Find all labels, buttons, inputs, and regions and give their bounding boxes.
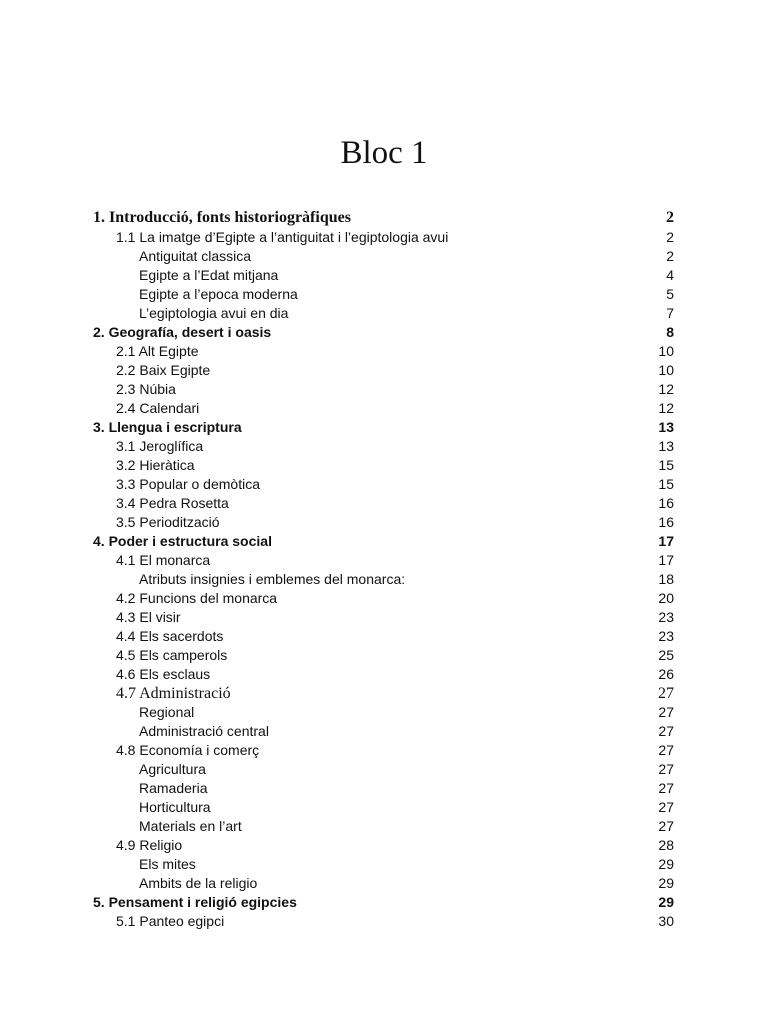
toc-entry[interactable] — [93, 228, 674, 247]
toc-entry-page-number: 25 — [658, 647, 674, 663]
toc-entry-label: 5.1 Panteo egipci — [116, 913, 225, 929]
toc-entry[interactable] — [93, 627, 674, 646]
toc-entry[interactable] — [93, 247, 674, 266]
page-title: Bloc 1 — [340, 135, 428, 171]
toc-entry-page-number: 13 — [658, 438, 674, 454]
toc-entry-label: 5. Pensament i religió egipcies — [93, 894, 297, 910]
toc-entry-label: 4.6 Els esclaus — [116, 666, 211, 682]
toc-entry-page-number: 4 — [666, 267, 674, 283]
toc-entry-page-number: 10 — [658, 362, 674, 378]
toc-entry[interactable] — [93, 475, 674, 494]
toc-entry-label: Egipte a l’Edat mitjana — [139, 267, 279, 283]
toc-entry-page-number: 5 — [666, 286, 674, 302]
toc-entry-page-number: 12 — [658, 400, 674, 416]
toc-entry-page-number: 7 — [666, 305, 674, 321]
toc-entry[interactable] — [93, 798, 674, 817]
toc-entry-label: 1.1 La imatge d’Egipte a l’antiguitat i l’egiptologia avui — [116, 229, 449, 245]
toc-entry-page-number: 20 — [658, 590, 674, 606]
toc-entry-label: 4.8 Economía i comerç — [116, 742, 260, 758]
toc-entry-page-number: 23 — [658, 609, 674, 625]
toc-entry[interactable] — [93, 817, 674, 836]
toc-entry[interactable] — [93, 456, 674, 475]
toc-entry-page-number: 23 — [658, 628, 674, 644]
toc-entry[interactable] — [93, 494, 674, 513]
toc-entry-label: 4.7 Administració — [116, 685, 231, 702]
toc-entry[interactable] — [93, 418, 674, 437]
toc-entry-page-number: 28 — [658, 837, 674, 853]
table-of-contents — [93, 207, 674, 931]
toc-entry[interactable] — [93, 513, 674, 532]
toc-entry-label: Ramaderia — [139, 780, 208, 796]
toc-entry-page-number: 15 — [658, 476, 674, 492]
toc-entry-label: Materials en l’art — [139, 818, 242, 834]
toc-entry[interactable] — [93, 551, 674, 570]
toc-entry-label: 3.2 Hieràtica — [116, 457, 195, 473]
toc-entry[interactable] — [93, 741, 674, 760]
toc-entry-label: 3.1 Jeroglífica — [116, 438, 204, 454]
toc-entry-label: 3.3 Popular o demòtica — [116, 476, 260, 492]
toc-entry-page-number: 27 — [658, 685, 674, 702]
toc-entry-page-number: 29 — [658, 856, 674, 872]
toc-entry[interactable] — [93, 779, 674, 798]
toc-entry[interactable] — [93, 266, 674, 285]
toc-entry-page-number: 2 — [666, 248, 674, 264]
toc-entry-page-number: 26 — [658, 666, 674, 682]
toc-entry-page-number: 27 — [658, 818, 674, 834]
toc-entry-label: 3.5 Periodització — [116, 514, 220, 530]
toc-entry-label: 3.4 Pedra Rosetta — [116, 495, 229, 511]
toc-entry[interactable] — [93, 570, 674, 589]
toc-entry-label: 4.5 Els camperols — [116, 647, 228, 663]
toc-entry-label: 4.3 El visir — [116, 609, 181, 625]
toc-entry-label: 4.4 Els sacerdots — [116, 628, 224, 644]
toc-entry-page-number: 2 — [666, 209, 674, 226]
toc-entry-label: 2.4 Calendari — [116, 400, 200, 416]
toc-entry-page-number: 10 — [658, 343, 674, 359]
toc-entry-page-number: 27 — [658, 780, 674, 796]
toc-entry-page-number: 8 — [666, 324, 674, 340]
toc-entry-page-number: 17 — [658, 552, 674, 568]
toc-entry-label: 1. Introducció, fonts historiogràfiques — [93, 209, 351, 226]
toc-entry-label: Regional — [139, 704, 195, 720]
toc-entry-label: Agricultura — [139, 761, 206, 777]
toc-entry[interactable] — [93, 285, 674, 304]
toc-entry-label: 3. Llengua i escriptura — [93, 419, 242, 435]
toc-entry-label: 2. Geografía, desert i oasis — [93, 324, 272, 340]
toc-entry[interactable] — [93, 874, 674, 893]
toc-entry[interactable] — [93, 361, 674, 380]
toc-entry-page-number: 27 — [658, 799, 674, 815]
toc-entry-label: Atributs insignies i emblemes del monarca: — [139, 571, 406, 587]
toc-entry[interactable] — [93, 342, 674, 361]
toc-entry[interactable] — [93, 684, 674, 703]
toc-entry-label: Antiguitat classica — [139, 248, 252, 264]
toc-entry[interactable] — [93, 380, 674, 399]
toc-entry-page-number: 27 — [658, 723, 674, 739]
toc-entry-label: 4. Poder i estructura social — [93, 533, 272, 549]
toc-entry-label: 2.2 Baix Egipte — [116, 362, 211, 378]
toc-entry-page-number: 29 — [658, 875, 674, 891]
toc-entry-page-number: 27 — [658, 742, 674, 758]
toc-entry-label: Egipte a l’epoca moderna — [139, 286, 298, 302]
toc-entry-label: Horticultura — [139, 799, 211, 815]
toc-entry-label: Ambits de la religio — [139, 875, 258, 891]
toc-entry[interactable] — [93, 532, 674, 551]
toc-entry[interactable] — [93, 608, 674, 627]
toc-entry[interactable] — [93, 207, 674, 228]
toc-entry-page-number: 12 — [658, 381, 674, 397]
toc-entry-page-number: 27 — [658, 704, 674, 720]
toc-entry-label: 2.1 Alt Egipte — [116, 343, 199, 359]
toc-entry-label: Administració central — [139, 723, 269, 739]
toc-entry[interactable] — [93, 589, 674, 608]
toc-entry-page-number: 17 — [658, 533, 674, 549]
toc-entry[interactable] — [93, 912, 674, 931]
toc-entry-page-number: 15 — [658, 457, 674, 473]
toc-entry-page-number: 18 — [658, 571, 674, 587]
toc-entry-page-number: 16 — [658, 495, 674, 511]
toc-entry-label: L’egiptologia avui en dia — [139, 305, 289, 321]
toc-entry-page-number: 30 — [658, 913, 674, 929]
toc-entry-page-number: 13 — [658, 419, 674, 435]
toc-entry[interactable] — [93, 836, 674, 855]
toc-entry[interactable] — [93, 437, 674, 456]
toc-entry[interactable] — [93, 703, 674, 722]
toc-entry-page-number: 16 — [658, 514, 674, 530]
toc-entry[interactable] — [93, 323, 674, 342]
toc-entry[interactable] — [93, 399, 674, 418]
toc-entry-page-number: 29 — [658, 894, 674, 910]
toc-entry[interactable] — [93, 304, 674, 323]
toc-entry-label: Els mites — [139, 856, 196, 872]
toc-entry-label: 4.1 El monarca — [116, 552, 211, 568]
toc-entry[interactable] — [93, 722, 674, 741]
toc-entry-label: 4.2 Funcions del monarca — [116, 590, 278, 606]
toc-entry-label: 2.3 Núbia — [116, 381, 176, 397]
toc-entry[interactable] — [93, 760, 674, 779]
toc-entry[interactable] — [93, 646, 674, 665]
toc-entry[interactable] — [93, 665, 674, 684]
toc-entry-page-number: 27 — [658, 761, 674, 777]
toc-entry-label: 4.9 Religio — [116, 837, 183, 853]
toc-entry[interactable] — [93, 855, 674, 874]
toc-entry-page-number: 2 — [666, 229, 674, 245]
toc-entry[interactable] — [93, 893, 674, 912]
